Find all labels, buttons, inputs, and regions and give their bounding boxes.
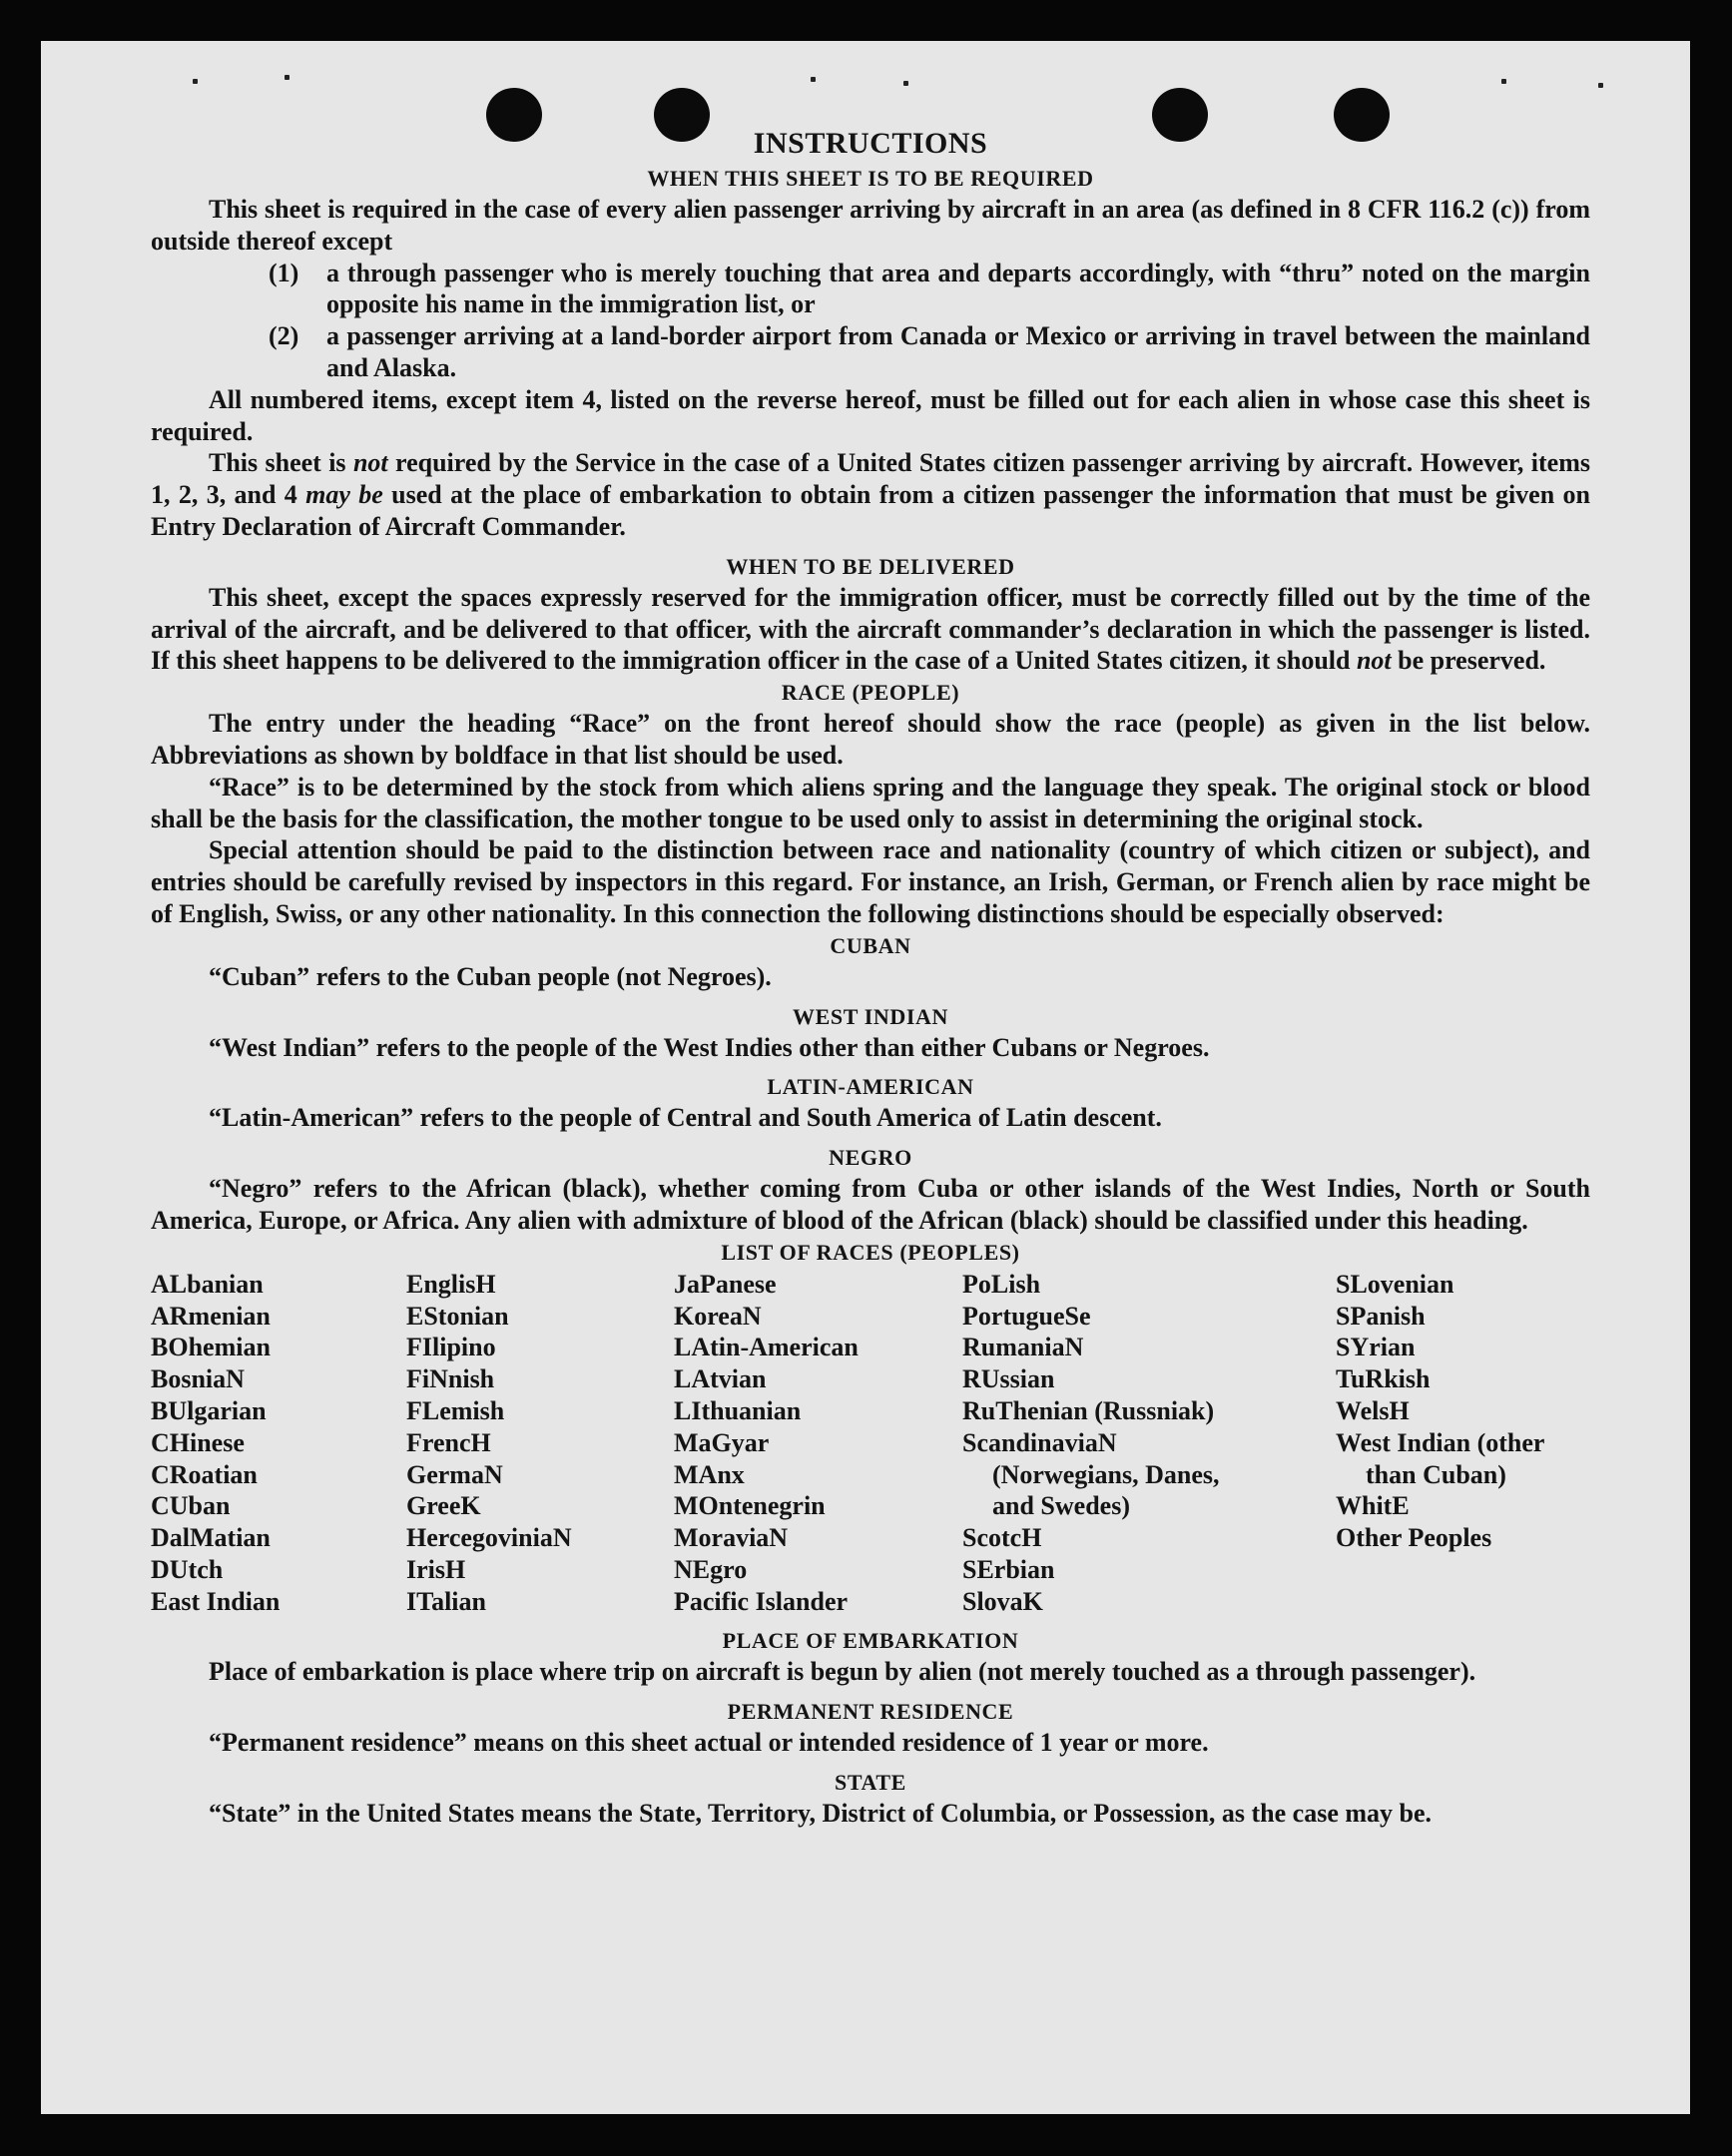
required-para-3 [151, 447, 1590, 542]
race-item: PoLish [962, 1269, 1041, 1299]
cuban-text: “Cuban” refers to the Cuban people (not Negroes). [209, 961, 772, 991]
section-heading-negro: NEGRO [829, 1145, 912, 1171]
race-item: ScotcH [962, 1523, 1042, 1553]
race-item: Pacific Islander [674, 1586, 849, 1616]
race-item: SLovenian [1336, 1269, 1454, 1299]
race-item: West Indian (other than Cuban) [1336, 1427, 1544, 1489]
race-item: LAtin-American [674, 1333, 859, 1362]
exception-item [151, 320, 1590, 384]
dust-speck [1501, 79, 1506, 84]
race-item: ITalian [406, 1586, 486, 1616]
race-item: FrencH [406, 1427, 491, 1457]
race-item: KoreaN [674, 1301, 762, 1331]
page-title: INSTRUCTIONS [753, 127, 988, 160]
document-page [41, 41, 1690, 2114]
race-item: WhitE [1336, 1491, 1410, 1521]
race-item: ScandinaviaN (Norwegians, Danes, and Swedes) [962, 1427, 1220, 1521]
race-item: LIthuanian [674, 1395, 802, 1425]
race-item: DalMatian [151, 1523, 271, 1553]
embarkation-text: Place of embarkation is place where trip on aircraft is begun by alien (not merely touched as a through passenger). [209, 1657, 1476, 1687]
race-item: HercegoviniaN [406, 1523, 572, 1553]
state-text: “State” in the United States means the State, Territory, District of Columbia, or Possession, as the case may be. [209, 1799, 1433, 1829]
race-item: East Indian [151, 1586, 281, 1616]
section-heading-races: LIST OF RACES (PEOPLES) [721, 1239, 1020, 1265]
race-item: GermaN [406, 1459, 503, 1489]
race-column-3 [674, 1269, 962, 1618]
race-item: JaPanese [674, 1269, 777, 1299]
race-item: SPanish [1336, 1301, 1426, 1331]
section-heading-residence: PERMANENT RESIDENCE [727, 1699, 1014, 1725]
race-item: BUlgarian [151, 1395, 267, 1425]
italic-run: not [1356, 646, 1392, 676]
race-item: MaGyar [674, 1427, 770, 1457]
section-heading-latin-american: LATIN-AMERICAN [767, 1074, 974, 1100]
text-run: used at the place of embarkation to obtain from a citizen passenger the information that must be given on Entry Declaration of Aircraft Commander. [151, 480, 1590, 541]
dust-speck [1598, 83, 1603, 88]
dust-speck [193, 79, 198, 84]
race-item: FLemish [406, 1395, 505, 1425]
exception-text: a passenger arriving at a land-border airport from Canada or Mexico or arriving in travel between the mainland and Alaska. [326, 321, 1590, 382]
race-column-2 [406, 1269, 674, 1618]
section-heading-delivered: WHEN TO BE DELIVERED [726, 553, 1015, 579]
race-para-1: The entry under the heading “Race” on the front hereof should show the race (people) as given in the list below. Abbreviations as shown by boldface in that list should be used. [151, 709, 1590, 770]
race-item: EStonian [406, 1301, 509, 1331]
required-intro: This sheet is required in the case of every alien passenger arriving by aircraft in an area (as defined in 8 CFR 116.2 (c)) from outside thereof except [151, 195, 1590, 256]
race-list-table [151, 1269, 1590, 1618]
text-run: required by the Service in the case of a United States citizen passenger arriving by aircraft. However, items 1, 2, 3, and 4 [151, 448, 1590, 510]
section-heading-state: STATE [835, 1770, 906, 1796]
residence-text: “Permanent residence” means on this sheet actual or intended residence of 1 year or more. [209, 1728, 1209, 1758]
exception-number: (1) [269, 258, 299, 287]
exception-number: (2) [269, 321, 299, 351]
instructions-body [151, 125, 1590, 1830]
race-item: CRoatian [151, 1459, 258, 1489]
section-heading-cuban: CUBAN [830, 932, 911, 958]
latin-american-text: “Latin-American” refers to the people of Central and South America of Latin descent. [209, 1103, 1162, 1133]
race-item: SlovaK [962, 1586, 1043, 1616]
race-item: EnglisH [406, 1269, 496, 1299]
section-heading-required: WHEN THIS SHEET IS TO BE REQUIRED [647, 166, 1094, 191]
race-item: FiNnish [406, 1364, 495, 1394]
race-item: ALbanian [151, 1269, 264, 1299]
race-item: MOntenegrin [674, 1491, 826, 1521]
race-item: BOhemian [151, 1333, 271, 1362]
race-item: TuRkish [1336, 1364, 1431, 1394]
race-item: LAtvian [674, 1364, 767, 1394]
race-item: RumaniaN [962, 1333, 1084, 1362]
race-item: MoraviaN [674, 1523, 789, 1553]
text-run: be preserved. [1391, 646, 1546, 676]
italic-run: not [352, 448, 388, 478]
section-heading-embarkation: PLACE OF EMBARKATION [722, 1628, 1019, 1654]
italic-run: may be [305, 480, 383, 510]
dust-speck [903, 81, 908, 86]
race-item: GreeK [406, 1491, 481, 1521]
race-item: CUban [151, 1491, 231, 1521]
dust-speck [811, 77, 816, 82]
race-item: RUssian [962, 1364, 1055, 1394]
section-heading-race: RACE (PEOPLE) [781, 680, 960, 706]
race-item: PortugueSe [962, 1301, 1091, 1331]
race-item: CHinese [151, 1427, 245, 1457]
race-item: IrisH [406, 1554, 466, 1584]
exception-text: a through passenger who is merely touching that area and departs accordingly, with “thru” noted on the margin opposite his name in the immigration list, or [326, 258, 1590, 319]
race-item: Other Peoples [1336, 1523, 1492, 1553]
race-item: BosniaN [151, 1364, 245, 1394]
dust-speck [285, 75, 289, 80]
race-item: ARmenian [151, 1301, 271, 1331]
negro-text: “Negro” refers to the African (black), whether coming from Cuba or other islands of the West Indies, North or South America, Europe, or Africa. Any alien with admixture of blood of the African (black) should be classified under this heading. [151, 1174, 1590, 1235]
section-heading-west-indian: WEST INDIAN [793, 1003, 948, 1029]
text-run: This sheet, except the spaces expressly reserved for the immigration officer, must be correctly filled out by the time of the arrival of the aircraft, and be delivered to that officer, with the aircraft commander’s declaration in which the passenger is listed. If this sheet happens to be delivered to the immigration officer in the case of a United States citizen, it should [151, 582, 1590, 676]
exception-item [151, 258, 1590, 321]
race-item: RuThenian (Russniak) [962, 1395, 1215, 1425]
delivered-text [151, 582, 1590, 677]
race-item: SErbian [962, 1554, 1055, 1584]
race-column-5 [1336, 1269, 1590, 1618]
race-column-1 [151, 1269, 406, 1618]
race-item: DUtch [151, 1554, 224, 1584]
race-item: FIlipino [406, 1333, 496, 1362]
race-column-4 [962, 1269, 1258, 1618]
race-item: SYrian [1336, 1333, 1416, 1362]
race-para-3: Special attention should be paid to the distinction between race and nationality (country of which citizen or subject), and entries should be carefully revised by inspectors in this regard. For instance, an Irish, German, or French alien by race might be of English, Swiss, or any other nationality. In this connection the following distinctions should be especially observed: [151, 835, 1590, 928]
race-item: NEgro [674, 1554, 748, 1584]
text-run: This sheet is [209, 448, 353, 478]
required-para-2: All numbered items, except item 4, listed on the reverse hereof, must be filled out for each alien in whose case this sheet is required. [151, 384, 1590, 446]
race-item: MAnx [674, 1459, 745, 1489]
race-para-2: “Race” is to be determined by the stock from which aliens spring and the language they speak. The original stock or blood shall be the basis for the classification, the mother tongue to be used only to assist in determining the original stock. [151, 772, 1590, 833]
west-indian-text: “West Indian” refers to the people of the West Indies other than either Cubans or Negroes. [209, 1032, 1210, 1062]
race-item: WelsH [1336, 1395, 1410, 1425]
